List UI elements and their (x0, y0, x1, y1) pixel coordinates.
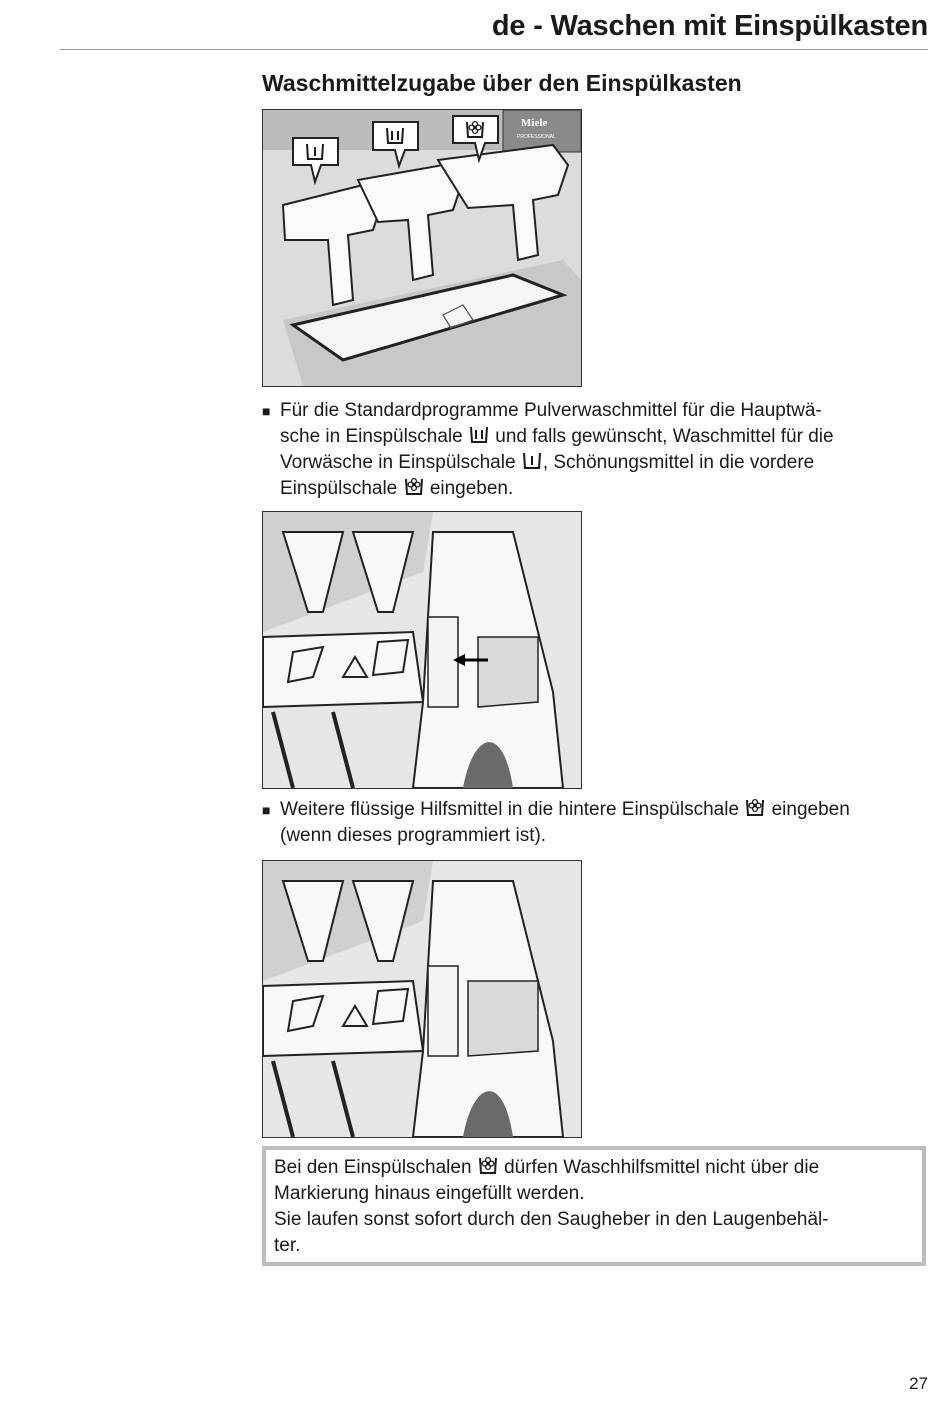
bullet1-line1: Für die Standardprogramme Pulverwaschmittel für die Hauptwä- (280, 400, 822, 421)
bullet-standard-programs (262, 398, 932, 502)
note-line1a: Bei den Einspülschalen (274, 1157, 472, 1178)
bullet2-line1b: eingeben (771, 799, 850, 820)
figure-siphon-arrow (262, 511, 582, 789)
siphon-illustration-2 (263, 861, 581, 1137)
bullet2-line2: (wenn dieses programmiert ist). (280, 825, 547, 846)
bullet1-line3b: , Schönungsmittel in die vordere (542, 452, 815, 473)
bullet1-line2a: sche in Einspülschale (280, 426, 463, 447)
siphon-illustration (263, 512, 581, 788)
note-line4: ter. (274, 1235, 301, 1256)
page-header-title: de - Waschen mit Einspülkasten (491, 10, 928, 42)
figure-drawer-compartments (262, 109, 582, 387)
page-number: 27 (909, 1374, 928, 1393)
drawer-illustration (263, 110, 581, 386)
softener-flower-icon (744, 797, 766, 818)
figure-siphon (262, 860, 582, 1138)
figure-brand-sub: PROFESSIONAL (517, 134, 556, 140)
softener-flower-icon (477, 1155, 499, 1176)
mainwash-compartment-icon (468, 424, 490, 445)
bullet-marker: ■ (262, 802, 271, 818)
header-divider (60, 49, 928, 50)
note-line3: Sie laufen sonst sofort durch den Saugheber in den Laugenbehäl- (274, 1209, 829, 1230)
bullet2-line1a: Weitere flüssige Hilfsmittel in die hintere Einspülschale (280, 799, 740, 820)
note-line2: Markierung hinaus eingefüllt werden. (274, 1183, 585, 1204)
figure-brand-text: Miele (521, 117, 548, 129)
bullet1-line4a: Einspülschale (280, 478, 398, 499)
bullet1-line4b: eingeben. (429, 478, 514, 499)
bullet1-line3a: Vorwäsche in Einspülschale (280, 452, 516, 473)
softener-flower-icon (403, 476, 425, 497)
note-box (262, 1146, 926, 1266)
prewash-compartment-icon (521, 450, 543, 471)
bullet-liquid-agents (262, 797, 932, 849)
note-line1b: dürfen Waschhilfsmittel nicht über die (504, 1157, 820, 1178)
bullet1-line2b: und falls gewünscht, Waschmittel für die (495, 426, 834, 447)
section-heading: Waschmittelzugabe über den Einspülkasten (262, 70, 742, 96)
bullet-marker: ■ (262, 403, 271, 419)
